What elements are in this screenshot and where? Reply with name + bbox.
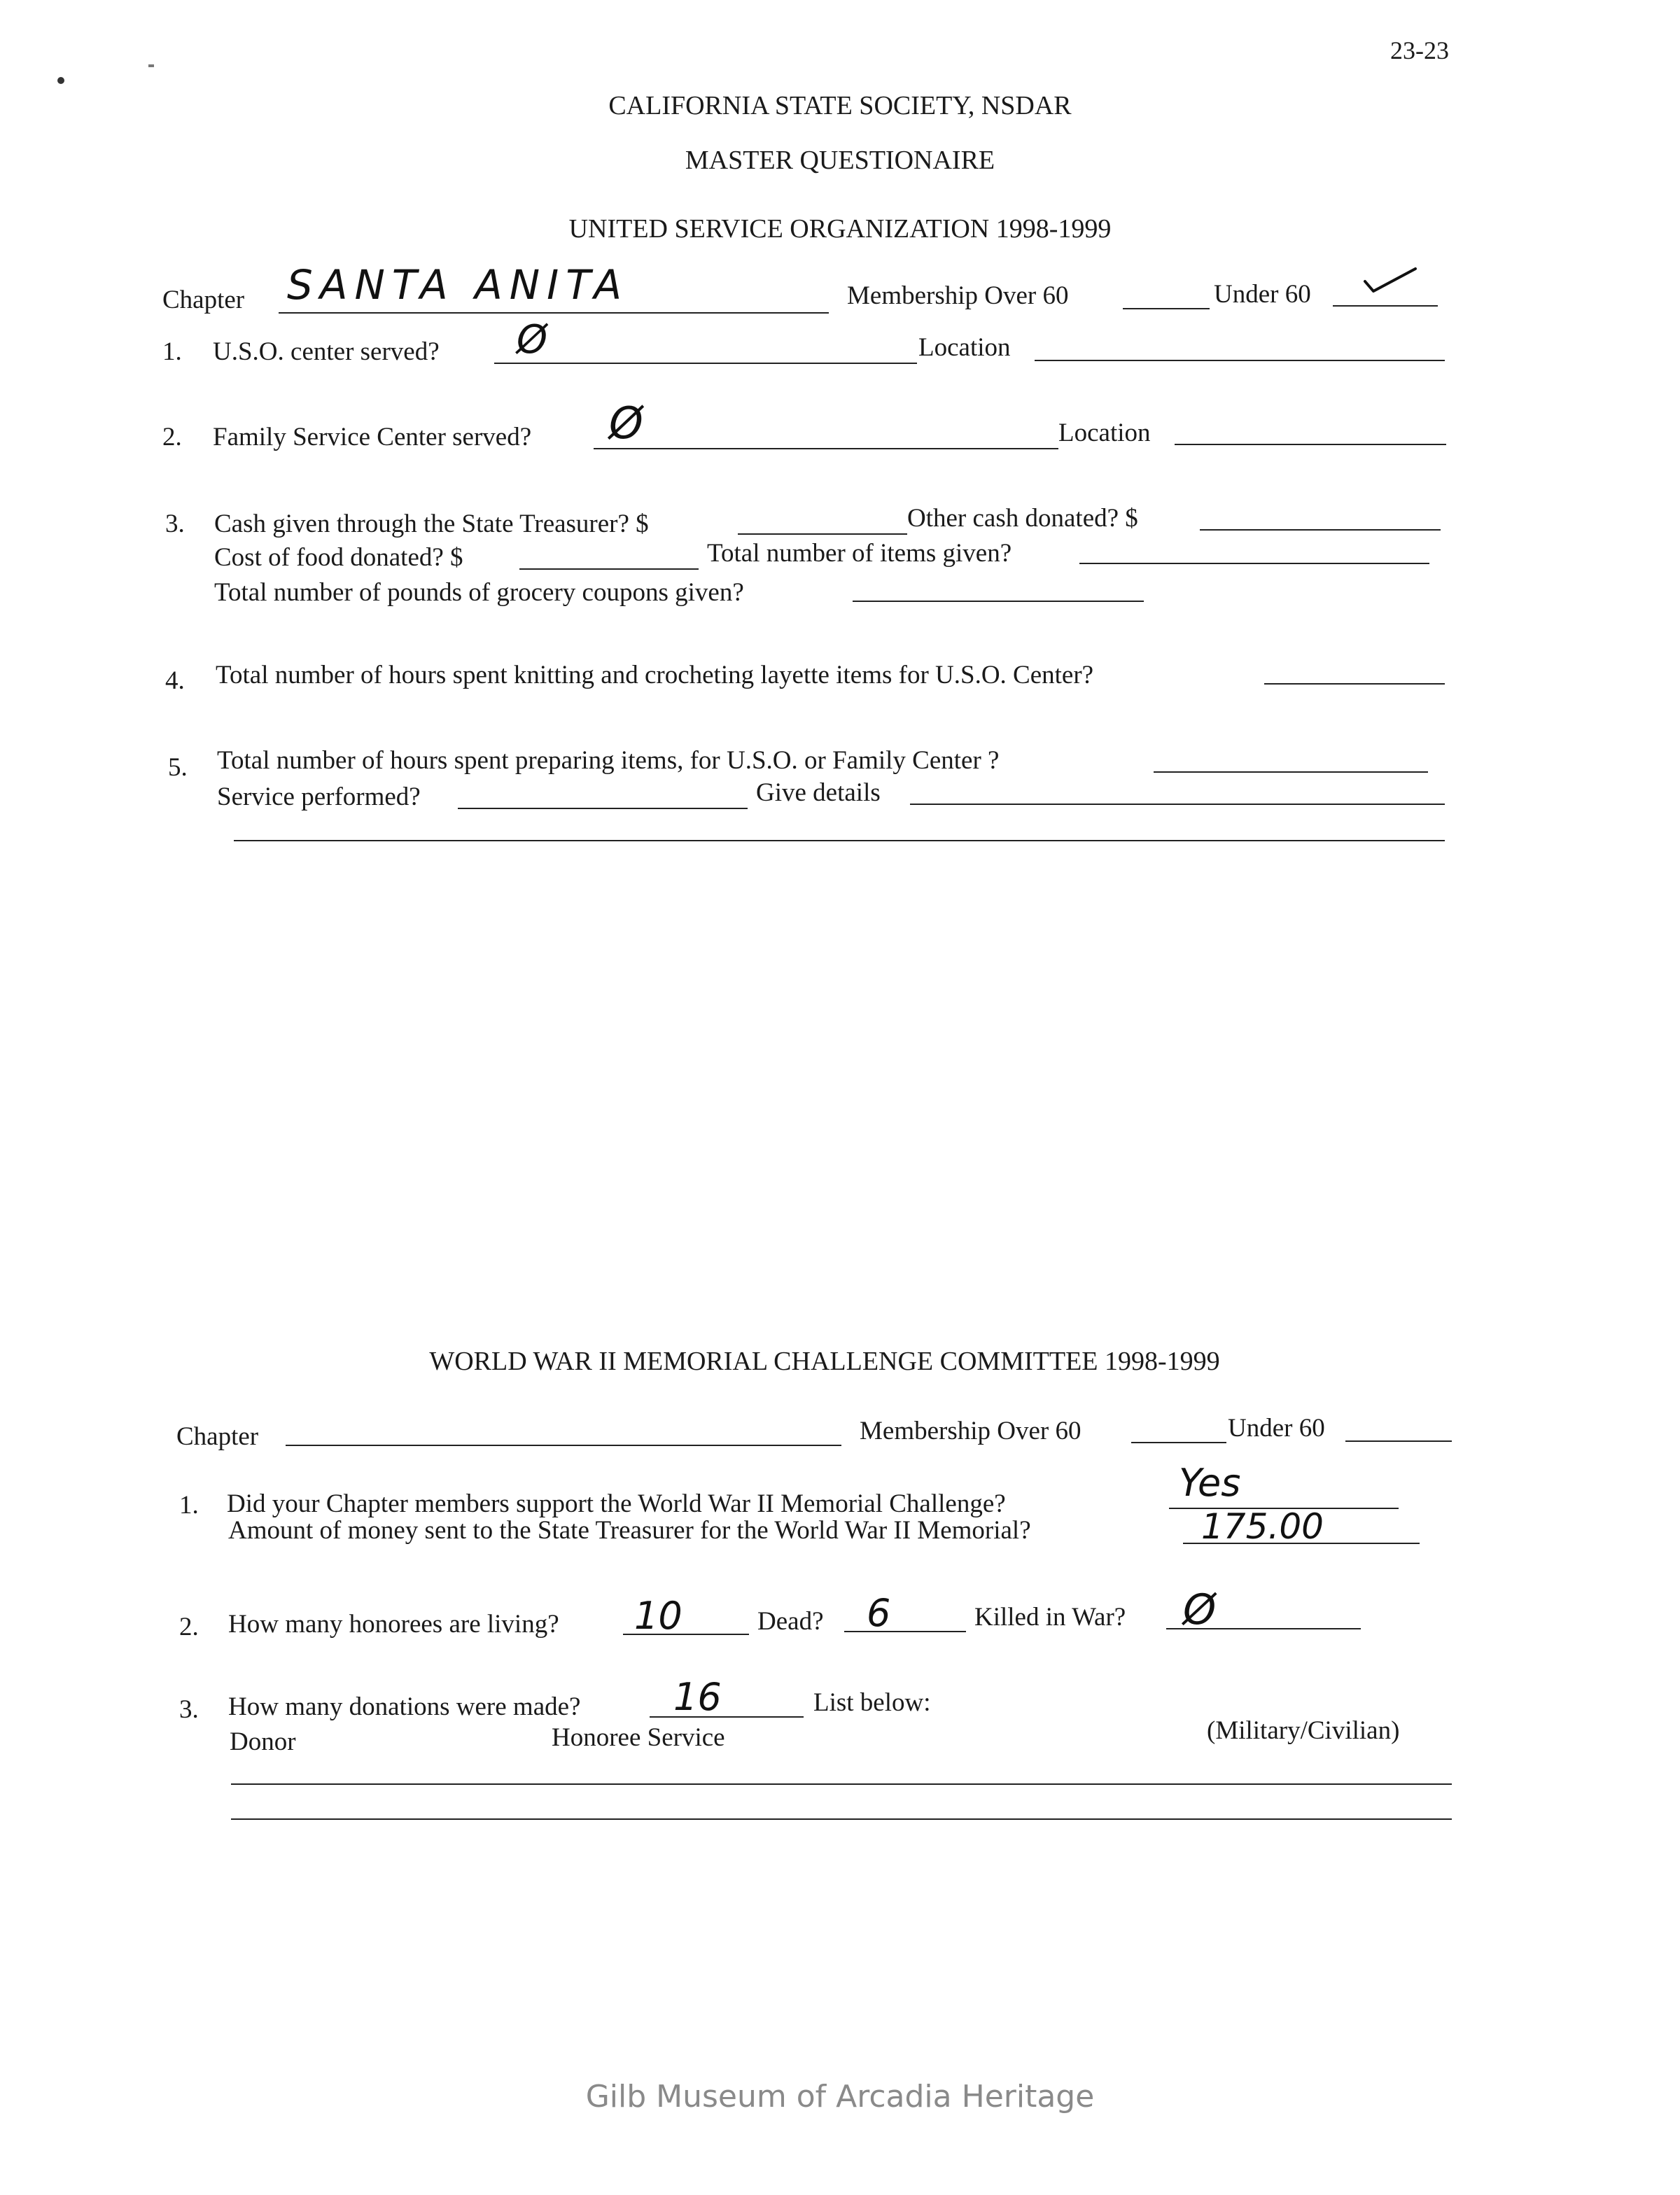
- uso-q1-location-label: Location: [918, 333, 1011, 362]
- uso-q5-details-line: [910, 804, 1445, 805]
- scan-speck: [148, 64, 154, 67]
- uso-q5-service-line: [458, 808, 748, 809]
- uso-q5-number: 5.: [168, 753, 188, 782]
- uso-q5-hours-line: [1154, 771, 1428, 773]
- ww2-under-line: [1345, 1440, 1452, 1442]
- ww2-q2-living-label: How many honorees are living?: [228, 1610, 559, 1639]
- ww2-col-military-civilian: (Military/Civilian): [1207, 1716, 1400, 1745]
- uso-q1-number: 1.: [162, 337, 182, 366]
- ww2-chapter-line: [286, 1445, 841, 1446]
- uso-q3-food-line: [519, 568, 699, 570]
- uso-q3-other-cash-label: Other cash donated? $: [907, 504, 1138, 533]
- uso-q2-location-label: Location: [1058, 419, 1151, 447]
- uso-q2-label: Family Service Center served?: [213, 423, 532, 451]
- uso-membership-over-label: Membership Over 60: [847, 281, 1069, 310]
- uso-q1-label: U.S.O. center served?: [213, 337, 440, 366]
- uso-q1-line: [494, 363, 917, 364]
- scan-speck: [57, 77, 64, 84]
- ww2-q3-donations-label: How many donations were made?: [228, 1692, 581, 1721]
- archive-watermark: Gilb Museum of Arcadia Heritage: [585, 2079, 1095, 2115]
- uso-q3-cash-state-label: Cash given through the State Treasurer? $: [214, 510, 649, 538]
- uso-under-label: Under 60: [1214, 280, 1311, 309]
- form-title: MASTER QUESTIONAIRE: [685, 146, 995, 175]
- ww2-list-line-2: [231, 1818, 1452, 1820]
- uso-chapter-handwritten: SANTA ANITA: [287, 261, 629, 309]
- uso-membership-over-line: [1123, 308, 1210, 309]
- uso-q2-location-line: [1175, 444, 1446, 445]
- uso-q3-coupons-line: [853, 601, 1144, 602]
- uso-q3-items-line: [1079, 563, 1429, 564]
- uso-q3-food-label: Cost of food donated? $: [214, 543, 463, 572]
- ww2-q3-number: 3.: [179, 1695, 199, 1724]
- ww2-q3-donations-line: [650, 1716, 804, 1718]
- uso-q1-handwritten: Ø: [517, 317, 548, 363]
- ww2-col-donor: Donor: [230, 1727, 296, 1756]
- ww2-q2-dead-handwritten: 6: [867, 1591, 891, 1635]
- ww2-section-title: WORLD WAR II MEMORIAL CHALLENGE COMMITTEE 1998-1999: [429, 1347, 1220, 1376]
- uso-q2-handwritten: Ø: [609, 398, 643, 449]
- ww2-chapter-label: Chapter: [176, 1422, 259, 1451]
- ww2-q2-dead-label: Dead?: [757, 1607, 824, 1636]
- ww2-under-label: Under 60: [1228, 1414, 1325, 1443]
- ww2-col-honoree-service: Honoree Service: [552, 1723, 725, 1752]
- uso-under-line: [1333, 305, 1438, 307]
- uso-q4-label: Total number of hours spent knitting and crocheting layette items for U.S.O. Center?: [216, 661, 1094, 689]
- uso-q3-other-cash-line: [1200, 529, 1441, 531]
- ww2-q2-killed-label: Killed in War?: [974, 1603, 1126, 1632]
- ww2-membership-over-line: [1131, 1442, 1226, 1443]
- uso-q2-number: 2.: [162, 423, 182, 451]
- ww2-q1-amount-label: Amount of money sent to the State Treasurer for the World War II Memorial?: [228, 1516, 1031, 1545]
- checkmark-icon: [1362, 263, 1418, 298]
- uso-q1-location-line: [1035, 360, 1445, 361]
- uso-q4-number: 4.: [165, 666, 185, 695]
- uso-q5-details-label: Give details: [756, 778, 881, 807]
- ww2-q2-killed-handwritten: Ø: [1183, 1585, 1217, 1634]
- uso-q3-number: 3.: [165, 510, 185, 538]
- uso-q5-hours-label: Total number of hours spent preparing items, for U.S.O. or Family Center ?: [217, 746, 1000, 775]
- ww2-q3-donations-handwritten: 16: [673, 1675, 722, 1719]
- uso-q3-cash-state-line: [738, 533, 907, 535]
- ww2-q2-number: 2.: [179, 1613, 199, 1641]
- ww2-q1-support-handwritten: Yes: [1179, 1461, 1241, 1505]
- ww2-q1-number: 1.: [179, 1491, 199, 1520]
- uso-q5-service-label: Service performed?: [217, 783, 421, 811]
- society-title: CALIFORNIA STATE SOCIETY, NSDAR: [608, 91, 1072, 120]
- uso-q4-line: [1264, 683, 1445, 685]
- uso-q5-extra-line: [234, 840, 1445, 841]
- uso-q2-line: [594, 448, 1058, 449]
- ww2-q1-amount-handwritten: 175.00: [1201, 1506, 1324, 1547]
- uso-section-title: UNITED SERVICE ORGANIZATION 1998-1999: [568, 214, 1112, 244]
- uso-chapter-line: [279, 312, 829, 314]
- ww2-membership-over-label: Membership Over 60: [860, 1417, 1082, 1445]
- ww2-q2-dead-line: [844, 1631, 966, 1632]
- ww2-list-line-1: [231, 1783, 1452, 1785]
- document-number: 23-23: [1390, 36, 1449, 64]
- ww2-q2-living-handwritten: 10: [634, 1594, 682, 1638]
- ww2-q1-support-label: Did your Chapter members support the World War II Memorial Challenge?: [227, 1489, 1006, 1518]
- uso-q3-coupons-label: Total number of pounds of grocery coupons given?: [214, 578, 744, 607]
- ww2-q3-list-label: List below:: [813, 1688, 931, 1717]
- uso-q3-items-label: Total number of items given?: [707, 539, 1012, 568]
- uso-chapter-label: Chapter: [162, 286, 245, 314]
